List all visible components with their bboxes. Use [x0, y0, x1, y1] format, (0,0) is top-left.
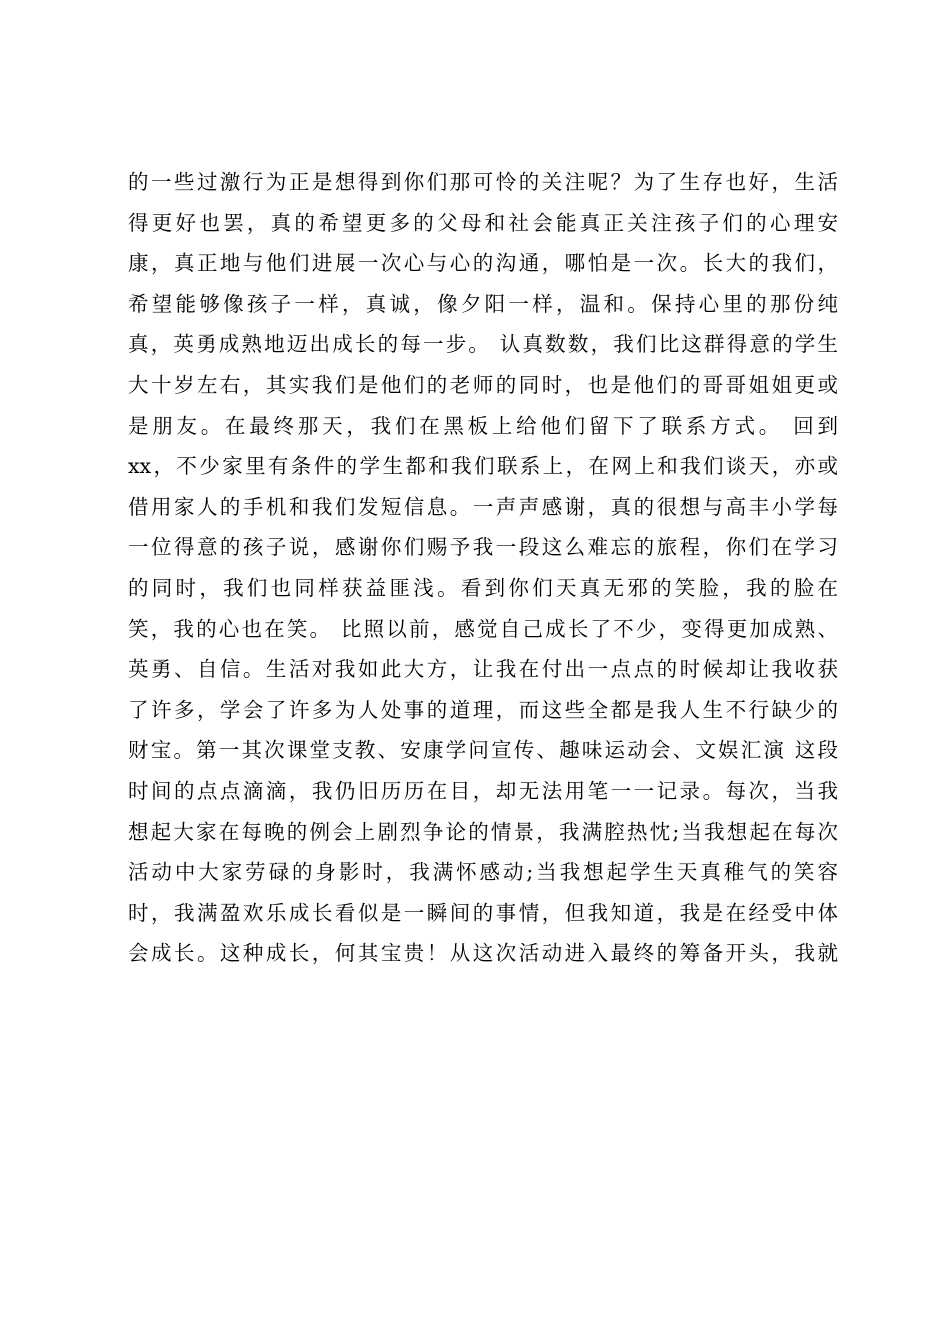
text-line-18: 活动中大家劳碌的身影时，我满怀感动;当我想起学生天真稚气的笑容 [128, 860, 838, 885]
text-line-10: 一位得意的孩子说，感谢你们赐予我一段这么难忘的旅程，你们在学习 [128, 535, 838, 560]
text-line-15: 财宝。第一其次课堂支教、安康学问宣传、趣味运动会、文娱汇演 这段 [128, 738, 838, 763]
text-line-8: xx，不少家里有条件的学生都和我们联系上，在网上和我们谈天，亦或 [128, 454, 838, 479]
text-line-7: 是朋友。在最终那天，我们在黑板上给他们留下了联系方式。 回到 [128, 413, 838, 438]
text-line-5: 真，英勇成熟地迈出成长的每一步。 认真数数，我们比这群得意的学生 [128, 332, 838, 357]
text-line-17: 想起大家在每晚的例会上剧烈争论的情景，我满腔热忱;当我想起在每次 [128, 819, 838, 844]
text-line-20: 会成长。这种成长，何其宝贵！从这次活动进入最终的筹备开头，我就 [128, 941, 838, 966]
text-line-11: 的同时，我们也同样获益匪浅。看到你们天真无邪的笑脸，我的脸在 [128, 575, 838, 600]
text-line-19: 时，我满盈欢乐成长看似是一瞬间的事情，但我知道，我是在经受中体 [128, 900, 838, 925]
text-line-12: 笑，我的心也在笑。 比照以前，感觉自己成长了不少，变得更加成熟、 [128, 616, 838, 641]
text-line-9: 借用家人的手机和我们发短信息。一声声感谢，真的很想与高丰小学每 [128, 494, 838, 519]
text-line-3: 康，真正地与他们进展一次心与心的沟通，哪怕是一次。长大的我们， [128, 251, 838, 276]
text-line-4: 希望能够像孩子一样，真诚，像夕阳一样，温和。保持心里的那份纯 [128, 291, 838, 316]
text-line-2: 得更好也罢，真的希望更多的父母和社会能真正关注孩子们的心理安 [128, 210, 838, 235]
text-line-6: 大十岁左右，其实我们是他们的老师的同时，也是他们的哥哥姐姐更或 [128, 372, 838, 397]
text-line-13: 英勇、自信。生活对我如此大方，让我在付出一点点的时候却让我收获 [128, 657, 838, 682]
text-line-16: 时间的点点滴滴，我仍旧历历在目，却无法用笔一一记录。每次，当我 [128, 778, 838, 803]
text-line-1: 的一些过激行为正是想得到你们那可怜的关注呢？为了生存也好，生活 [128, 170, 838, 194]
body-paragraph [128, 162, 838, 974]
text-line-14: 了许多，学会了许多为人处事的道理，而这些全都是我人生不行缺少的 [128, 697, 838, 722]
